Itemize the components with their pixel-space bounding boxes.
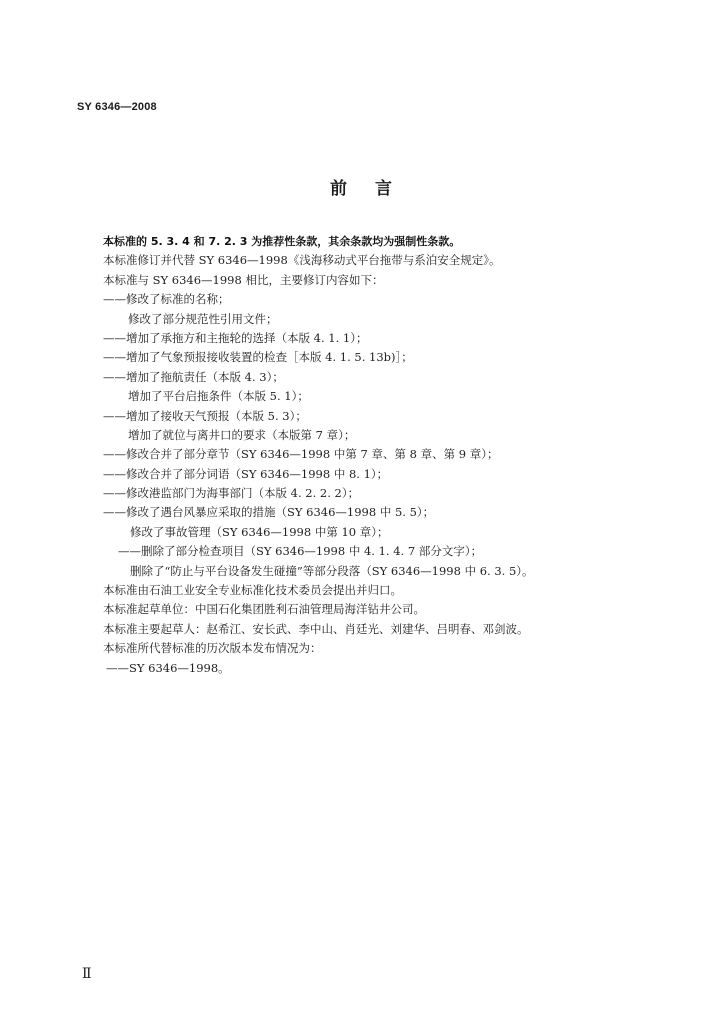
foreword-body [0,232,722,678]
body-line: ——删除了部分检查项目（SY 6346—1998 中 4. 1. 4. 7 部分文字）； [118,544,483,559]
body-line: ——增加了接收天气预报（本版 5. 3）； [103,408,307,423]
page-number: Ⅱ [82,966,92,982]
body-line: ——修改合并了部分章节（SY 6346—1998 中第 7 章、第 8 章、第 9 章）； [103,447,499,462]
body-line: ——修改合并了部分词语（SY 6346—1998 中 8. 1）； [103,466,389,481]
body-line: 本标准由石油工业安全专业标准化技术委员会提出并归口。 [103,583,402,598]
body-line: 删除了“防止与平台设备发生碰撞”等部分段落（SY 6346—1998 中 6. 3. 5）。 [130,563,534,578]
body-line: ——修改港监部门为海事部门（本版 4. 2. 2. 2）； [103,486,360,501]
body-line: 本标准的 5. 3. 4 和 7. 2. 3 为推荐性条款，其余条款均为强制性条款。 [103,235,461,248]
body-line: ——修改了标准的名称； [103,292,230,307]
body-line: 本标准修订并代替 SY 6346—1998《浅海移动式平台拖带与系泊安全规定》。 [103,253,501,268]
body-line: 修改了部分规范性引用文件； [128,311,278,326]
body-line: 本标准与 SY 6346—1998 相比，主要修订内容如下： [103,272,384,287]
body-line: 增加了平台启拖条件（本版 5. 1）； [128,389,309,404]
body-line: 本标准主要起草人：赵希江、安长武、李中山、肖廷光、刘建华、吕明春、邓剑波。 [103,621,529,636]
body-line: ——增加了气象预报接收装置的检查［本版 4. 1. 5. 13b)］； [103,350,413,365]
body-line: 修改了事故管理（SY 6346—1998 中第 10 章）； [130,524,389,539]
body-line: 本标准所代替标准的历次版本发布情况为： [103,641,322,656]
body-line: ——修改了遇台风暴应采取的措施（SY 6346—1998 中 5. 5）； [103,505,435,520]
page-title: 前言 [330,179,420,199]
body-line: 本标准起草单位：中国石化集团胜利石油管理局海洋钻井公司。 [103,602,425,617]
body-line: ——增加了拖航责任（本版 4. 3）； [103,369,284,384]
body-line: ——增加了承拖方和主拖轮的选择（本版 4. 1. 1）； [103,330,368,345]
body-line: 增加了就位与离井口的要求（本版第 7 章）； [128,427,356,442]
standard-code-header: SY 6346—2008 [77,101,157,113]
body-line: ——SY 6346—1998。 [106,660,230,675]
